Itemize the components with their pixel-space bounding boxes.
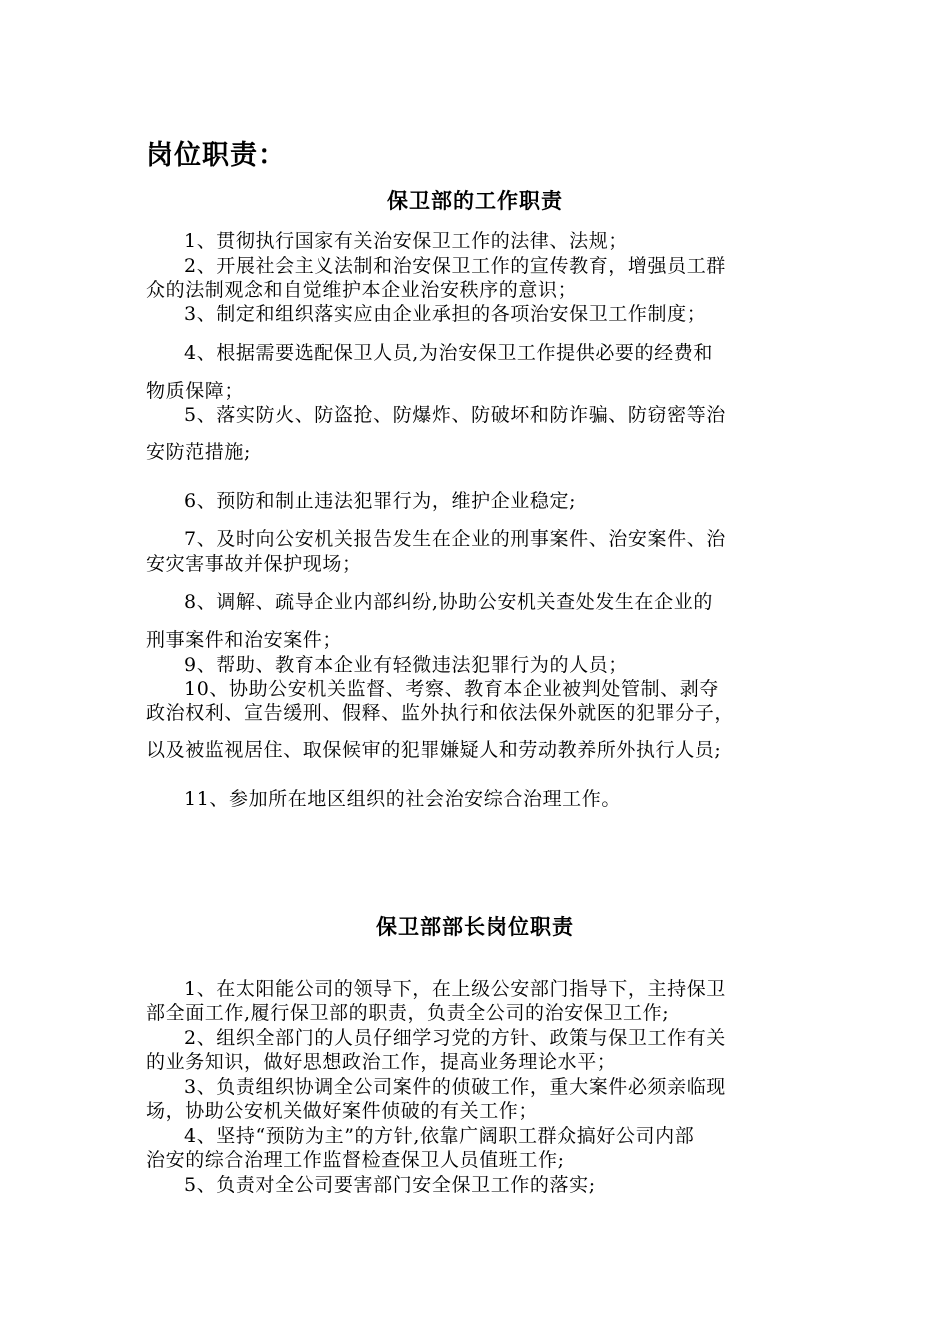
- duty-line: 2、组织全部门的人员仔细学习党的方针、政策与保卫工作有关: [184, 1027, 726, 1049]
- duty-line: 1、贯彻执行国家有关治安保卫工作的法律、法规；: [184, 230, 628, 252]
- duty-line: 4、根据需要选配保卫人员,为治安保卫工作提供必要的经费和: [184, 342, 713, 364]
- duty-line: 6、预防和制止违法犯罪行为，维护企业稳定;: [184, 490, 577, 512]
- duty-line: 场，协助公安机关做好案件侦破的有关工作；: [146, 1100, 539, 1122]
- duty-line: 10、协助公安机关监督、考察、教育本企业被判处管制、剥夺: [184, 678, 719, 700]
- section-title-director: 保卫部部长岗位职责: [376, 915, 574, 939]
- duty-line: 3、制定和组织落实应由企业承担的各项治安保卫工作制度；: [184, 303, 707, 325]
- duty-line: 7、及时向公安机关报告发生在企业的刑事案件、治安案件、治: [184, 528, 726, 550]
- duty-line: 物质保障；: [146, 380, 245, 402]
- duty-line: 部全面工作,履行保卫部的职责，负责全公司的治安保卫工作;: [146, 1002, 670, 1024]
- page-heading: 岗位职责：: [146, 140, 286, 171]
- duty-line: 的业务知识，做好思想政治工作，提高业务理论水平；: [146, 1051, 617, 1073]
- duty-line: 政治权利、宣告缓刑、假释、监外执行和依法保外就医的犯罪分子，: [146, 702, 735, 724]
- duty-line: 5、落实防火、防盗抢、防爆炸、防破坏和防诈骗、防窃密等治: [184, 404, 726, 426]
- duty-line: 11、参加所在地区组织的社会治安综合治理工作。: [184, 788, 621, 810]
- duty-line: 9、帮助、教育本企业有轻微违法犯罪行为的人员；: [184, 654, 628, 676]
- duty-line: 安灾害事故并保护现场；: [146, 553, 362, 575]
- duty-line: 1、在太阳能公司的领导下，在上级公安部门指导下，主持保卫: [184, 978, 726, 1000]
- duty-line: 以及被监视居住、取保候审的犯罪嫌疑人和劳动教养所外执行人员;: [146, 739, 722, 761]
- duty-line: 安防范措施;: [146, 441, 252, 463]
- duty-line: 众的法制观念和自觉维护本企业治安秩序的意识；: [146, 279, 578, 301]
- duty-line: 2、开展社会主义法制和治安保卫工作的宣传教育，增强员工群: [184, 255, 726, 277]
- duty-line: 治安的综合治理工作监督检查保卫人员值班工作;: [146, 1149, 565, 1171]
- duty-line: 刑事案件和治安案件；: [146, 629, 343, 651]
- duty-line: 4、坚持“预防为主”的方针,依靠广阔职工群众搞好公司内部: [184, 1125, 695, 1147]
- duty-line: 3、负责组织协调全公司案件的侦破工作，重大案件必须亲临现: [184, 1076, 726, 1098]
- duty-line: 8、调解、疏导企业内部纠纷,协助公安机关查处发生在企业的: [184, 591, 713, 613]
- section-title-security-dept: 保卫部的工作职责: [387, 189, 563, 213]
- duty-line: 5、负责对全公司要害部门安全保卫工作的落实;: [184, 1174, 596, 1196]
